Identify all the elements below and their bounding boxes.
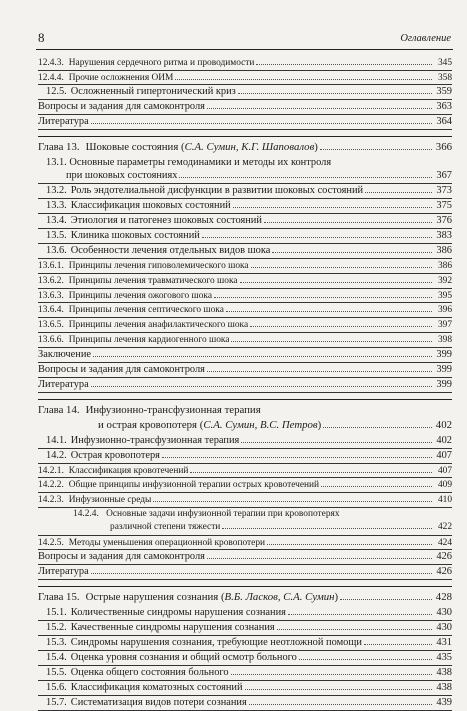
- toc-entry: [38, 85, 452, 100]
- entry-number: 15.3.: [46, 637, 67, 649]
- entry-title: Оценка уровня сознания и общий осмотр больного: [70, 652, 297, 664]
- chapter-12-tail: [38, 56, 452, 130]
- entry-page: 397: [437, 320, 452, 331]
- leader-dots: [93, 356, 432, 357]
- chapter-label: Глава 13.: [38, 141, 80, 154]
- leader-dots: [320, 149, 432, 150]
- chapter-14-entries-cont: [38, 508, 452, 536]
- leader-dots: [364, 644, 432, 645]
- entry-page: 367: [436, 170, 452, 182]
- entry-number: 13.6.5.: [38, 320, 64, 331]
- chapter-14-entries: [38, 434, 452, 508]
- entry-underline: [38, 129, 452, 130]
- toc-entry: [38, 348, 452, 363]
- toc-entry: [38, 550, 452, 565]
- entry-page: 395: [437, 290, 452, 301]
- toc-entry-multiline: [38, 508, 452, 536]
- entry-title: Принципы лечения кардиогенного шока: [68, 334, 230, 345]
- entry-number: 14.2.: [46, 449, 67, 461]
- toc-entry: [38, 71, 452, 86]
- chapter-label: Глава 15.: [38, 591, 80, 604]
- entry-title: Литература: [38, 116, 89, 128]
- entry-number: 14.2.2.: [38, 480, 64, 491]
- chapter-15-heading: Глава 15. Острые нарушения сознания (В.Б. Ласков, С.А. Сумин) 428: [38, 591, 452, 604]
- toc-entry: [38, 434, 452, 449]
- entry-number: 14.2.5.: [38, 537, 64, 548]
- chapter-title: Шоковые состояния: [85, 141, 179, 154]
- toc-entry: [38, 696, 452, 711]
- toc-entry: [38, 56, 452, 71]
- toc-entry: [38, 681, 452, 696]
- toc-entry: [38, 565, 452, 580]
- toc-entry: [38, 274, 452, 289]
- entry-title: Прочие осложнения ОИМ: [68, 72, 174, 83]
- toc-entry: [38, 606, 452, 621]
- entry-page: 399: [436, 378, 452, 390]
- entry-page: 430: [436, 622, 452, 634]
- leader-dots: [251, 267, 432, 268]
- entry-page: 386: [436, 245, 452, 257]
- entry-number: 14.2.1.: [38, 465, 64, 476]
- leader-dots: [207, 371, 432, 372]
- entry-title: Принципы лечения септического шока: [68, 305, 224, 316]
- entry-number: 12.4.3.: [38, 58, 64, 68]
- entry-number: 13.6.4.: [38, 305, 64, 316]
- entry-title: Особенности лечения отдельных видов шока: [70, 245, 271, 257]
- entry-title-line2: при шоковых состояниях: [66, 170, 178, 182]
- leader-dots: [264, 222, 432, 223]
- leader-dots: [277, 629, 432, 630]
- entry-title: Вопросы и задания для самоконтроля: [38, 101, 205, 113]
- toc-entry: [38, 100, 452, 115]
- toc-entry: [38, 318, 452, 333]
- entry-title: Вопросы и задания для самоконтроля: [38, 551, 205, 563]
- entry-page: 392: [437, 276, 452, 287]
- entry-page: 426: [436, 566, 452, 578]
- chapter-13-entries: [38, 156, 452, 184]
- entry-number: 14.1.: [46, 434, 67, 446]
- chapter-page: 366: [435, 141, 452, 154]
- entry-number: 13.6.2.: [38, 276, 64, 287]
- chapter-page: 402: [435, 418, 452, 431]
- table-of-contents: [38, 56, 452, 711]
- chapter-authors: С.А. Сумин, К.Г. Шаповалов: [184, 141, 315, 154]
- entry-title-line1: Основные параметры гемодинамики и методы их контроля: [69, 157, 332, 169]
- page-number: 8: [38, 30, 45, 45]
- entry-title: Принципы лечения ожогового шока: [68, 290, 212, 301]
- toc-entry: [38, 244, 452, 259]
- leader-dots: [179, 177, 432, 178]
- leader-dots: [250, 326, 432, 327]
- chapter-15-entries: [38, 606, 452, 711]
- entry-page: 435: [436, 652, 452, 664]
- chapter-13-heading: Глава 13. Шоковые состояния (С.А. Сумин, К.Г. Шаповалов) 366: [38, 141, 452, 154]
- entry-page: 345: [437, 58, 452, 68]
- entry-title: Синдромы нарушения сознания, требующие неотложной помощи: [70, 637, 362, 649]
- leader-dots: [222, 528, 432, 529]
- toc-entry: [38, 464, 452, 479]
- entry-title: Инфузионные среды: [68, 494, 152, 505]
- leader-dots: [241, 442, 432, 443]
- toc-entry-multiline: [38, 156, 452, 184]
- entry-page: 396: [437, 305, 452, 316]
- entry-title: Литература: [38, 378, 89, 390]
- toc-entry: [38, 621, 452, 636]
- entry-title: Классификация шоковых состояний: [70, 200, 231, 212]
- leader-dots: [238, 93, 432, 94]
- entry-page: 364: [436, 116, 452, 128]
- section-divider: [38, 136, 452, 137]
- entry-page: 358: [437, 72, 452, 83]
- entry-number: 14.2.3.: [38, 494, 64, 505]
- entry-page: 375: [436, 200, 452, 212]
- entry-page: 373: [436, 185, 452, 197]
- entry-number: 12.5.: [46, 86, 67, 98]
- entry-title: Осложненный гипертонический криз: [70, 86, 236, 98]
- entry-number: 14.2.4.: [73, 508, 99, 519]
- toc-entry: [38, 478, 452, 493]
- leader-dots: [272, 252, 432, 253]
- entry-page: 376: [436, 215, 452, 227]
- entry-number: 13.6.1.: [38, 261, 64, 272]
- leader-dots: [321, 486, 432, 487]
- leader-dots: [256, 64, 432, 65]
- toc-entry: [38, 259, 452, 274]
- entry-number: 15.7.: [46, 697, 67, 709]
- entry-number: 15.6.: [46, 682, 67, 694]
- leader-dots: [249, 704, 432, 705]
- entry-line-2: [73, 521, 452, 534]
- leader-dots: [340, 599, 432, 600]
- leader-dots: [207, 108, 432, 109]
- leader-dots: [214, 297, 432, 298]
- leader-dots: [231, 341, 432, 342]
- entry-underline: [38, 392, 452, 393]
- entry-page: 407: [437, 465, 452, 476]
- running-head: Оглавление: [400, 33, 451, 44]
- chapter-14-heading-line2: и острая кровопотеря (С.А. Сумин, В.С. Петров) 402: [98, 418, 452, 431]
- page-header: [0, 0, 467, 50]
- entry-title: Количественные синдромы нарушения сознания: [70, 607, 286, 619]
- entry-number: 15.4.: [46, 652, 67, 664]
- entry-title: Принципы лечения травматического шока: [68, 276, 238, 287]
- entry-line-2: [46, 169, 452, 182]
- leader-dots: [207, 558, 432, 559]
- chapter-label: Глава 14.: [38, 403, 80, 416]
- entry-number: 13.4.: [46, 215, 67, 227]
- entry-line-1: [46, 156, 452, 169]
- leader-dots: [175, 79, 432, 80]
- section-divider: [38, 399, 452, 400]
- entry-page: 426: [436, 551, 452, 563]
- toc-entry: [38, 449, 452, 464]
- toc-entry: [38, 493, 452, 508]
- entry-page: 363: [436, 101, 452, 113]
- entry-page: 438: [436, 667, 452, 679]
- entry-page: 402: [436, 434, 452, 446]
- leader-dots: [233, 207, 432, 208]
- leader-dots: [365, 192, 432, 193]
- entry-page: 438: [436, 682, 452, 694]
- leader-dots: [245, 689, 432, 690]
- entry-page: 430: [436, 607, 452, 619]
- entry-title: Систематизация видов потери сознания: [70, 697, 247, 709]
- toc-entry: [38, 289, 452, 304]
- entry-title: Роль эндотелиальной дисфункции в развитии шоковых состояний: [70, 185, 364, 197]
- entry-title: Литература: [38, 566, 89, 578]
- entry-title: Качественные синдромы нарушения сознания: [70, 622, 275, 634]
- entry-number: 15.5.: [46, 667, 67, 679]
- entry-number: 13.5.: [46, 230, 67, 242]
- entry-title: Классификация кровотечений: [68, 465, 189, 476]
- entry-page: 422: [437, 521, 452, 532]
- entry-title: Вопросы и задания для самоконтроля: [38, 363, 205, 375]
- chapter-14-entries-end: [38, 536, 452, 581]
- chapter-page: 428: [435, 591, 452, 604]
- entry-number: 13.1.: [46, 157, 67, 169]
- toc-entry: [38, 333, 452, 348]
- entry-page: 410: [437, 494, 452, 505]
- entry-page: 439: [436, 697, 452, 709]
- toc-entry: [38, 363, 452, 378]
- entry-number: 13.6.3.: [38, 290, 64, 301]
- toc-entry: [38, 199, 452, 214]
- leader-dots: [240, 282, 432, 283]
- toc-entry: [38, 214, 452, 229]
- entry-title: Методы уменьшения операционной кровопотери: [68, 537, 266, 548]
- leader-dots: [267, 544, 432, 545]
- toc-entry: [38, 666, 452, 681]
- leader-dots: [231, 674, 432, 675]
- entry-page: 431: [436, 637, 452, 649]
- chapter-14-heading: [38, 403, 452, 418]
- leader-dots: [91, 573, 432, 574]
- entry-number: 13.6.: [46, 245, 67, 257]
- toc-entry: [38, 636, 452, 651]
- entry-line-1: [73, 508, 452, 521]
- leader-dots: [202, 237, 432, 238]
- entry-title: Этиология и патогенез шоковых состояний: [70, 215, 262, 227]
- entry-number: 13.2.: [46, 185, 67, 197]
- leader-dots: [226, 311, 432, 312]
- entry-number: 15.1.: [46, 607, 67, 619]
- entry-number: 13.6.6.: [38, 334, 64, 345]
- leader-dots: [153, 501, 432, 502]
- chapter-authors: С.А. Сумин, В.С. Петров: [203, 418, 318, 431]
- entry-title: Принципы лечения анафилактического шока: [68, 320, 249, 331]
- chapter-13-entries-cont: [38, 184, 452, 392]
- leader-dots: [162, 457, 432, 458]
- entry-page: 359: [436, 86, 452, 98]
- chapter-title-line1: Инфузионно-трансфузионная терапия: [85, 403, 261, 416]
- header-rule: [36, 49, 453, 50]
- entry-title: Общие принципы инфузионной терапии острых кровотечений: [68, 480, 320, 491]
- toc-entry: [38, 536, 452, 551]
- entry-number: 13.3.: [46, 200, 67, 212]
- entry-page: 409: [437, 480, 452, 491]
- toc-entry: [38, 184, 452, 199]
- entry-number: 15.2.: [46, 622, 67, 634]
- entry-title: Клиника шоковых состояний: [70, 230, 200, 242]
- leader-dots: [299, 659, 432, 660]
- entry-page: 386: [437, 261, 452, 272]
- entry-title-line1: Основные задачи инфузионной терапии при кровопотерях: [106, 508, 340, 519]
- leader-dots: [323, 427, 432, 428]
- entry-title: Острая кровопотеря: [70, 449, 160, 461]
- section-divider: [38, 586, 452, 587]
- entry-title: Нарушения сердечного ритма и проводимости: [68, 58, 255, 68]
- entry-title: Принципы лечения гиповолемического шока: [68, 261, 249, 272]
- toc-entry: [38, 115, 452, 130]
- entry-title: Классификация коматозных состояний: [70, 682, 243, 694]
- toc-entry: [38, 229, 452, 244]
- entry-number: 12.4.4.: [38, 72, 64, 83]
- entry-title: Заключение: [38, 348, 91, 360]
- toc-entry: [38, 378, 452, 393]
- chapter-authors: В.Б. Ласков, С.А. Сумин: [224, 591, 335, 604]
- entry-page: 398: [437, 334, 452, 345]
- entry-page: 399: [436, 348, 452, 360]
- entry-underline: [38, 579, 452, 580]
- entry-page: 383: [436, 230, 452, 242]
- chapter-title: Острые нарушения сознания: [85, 591, 219, 604]
- entry-title: Оценка общего состояния больного: [70, 667, 229, 679]
- entry-title: Инфузионно-трансфузионная терапия: [70, 434, 240, 446]
- entry-page: 407: [436, 449, 452, 461]
- leader-dots: [91, 386, 432, 387]
- entry-page: 399: [436, 363, 452, 375]
- chapter-title-line2: и острая кровопотеря: [98, 418, 198, 431]
- leader-dots: [288, 614, 432, 615]
- leader-dots: [91, 123, 432, 124]
- toc-entry: [38, 651, 452, 666]
- entry-page: 424: [437, 537, 452, 548]
- toc-entry: [38, 303, 452, 318]
- leader-dots: [190, 472, 432, 473]
- entry-title-line2: различной степени тяжести: [110, 521, 221, 532]
